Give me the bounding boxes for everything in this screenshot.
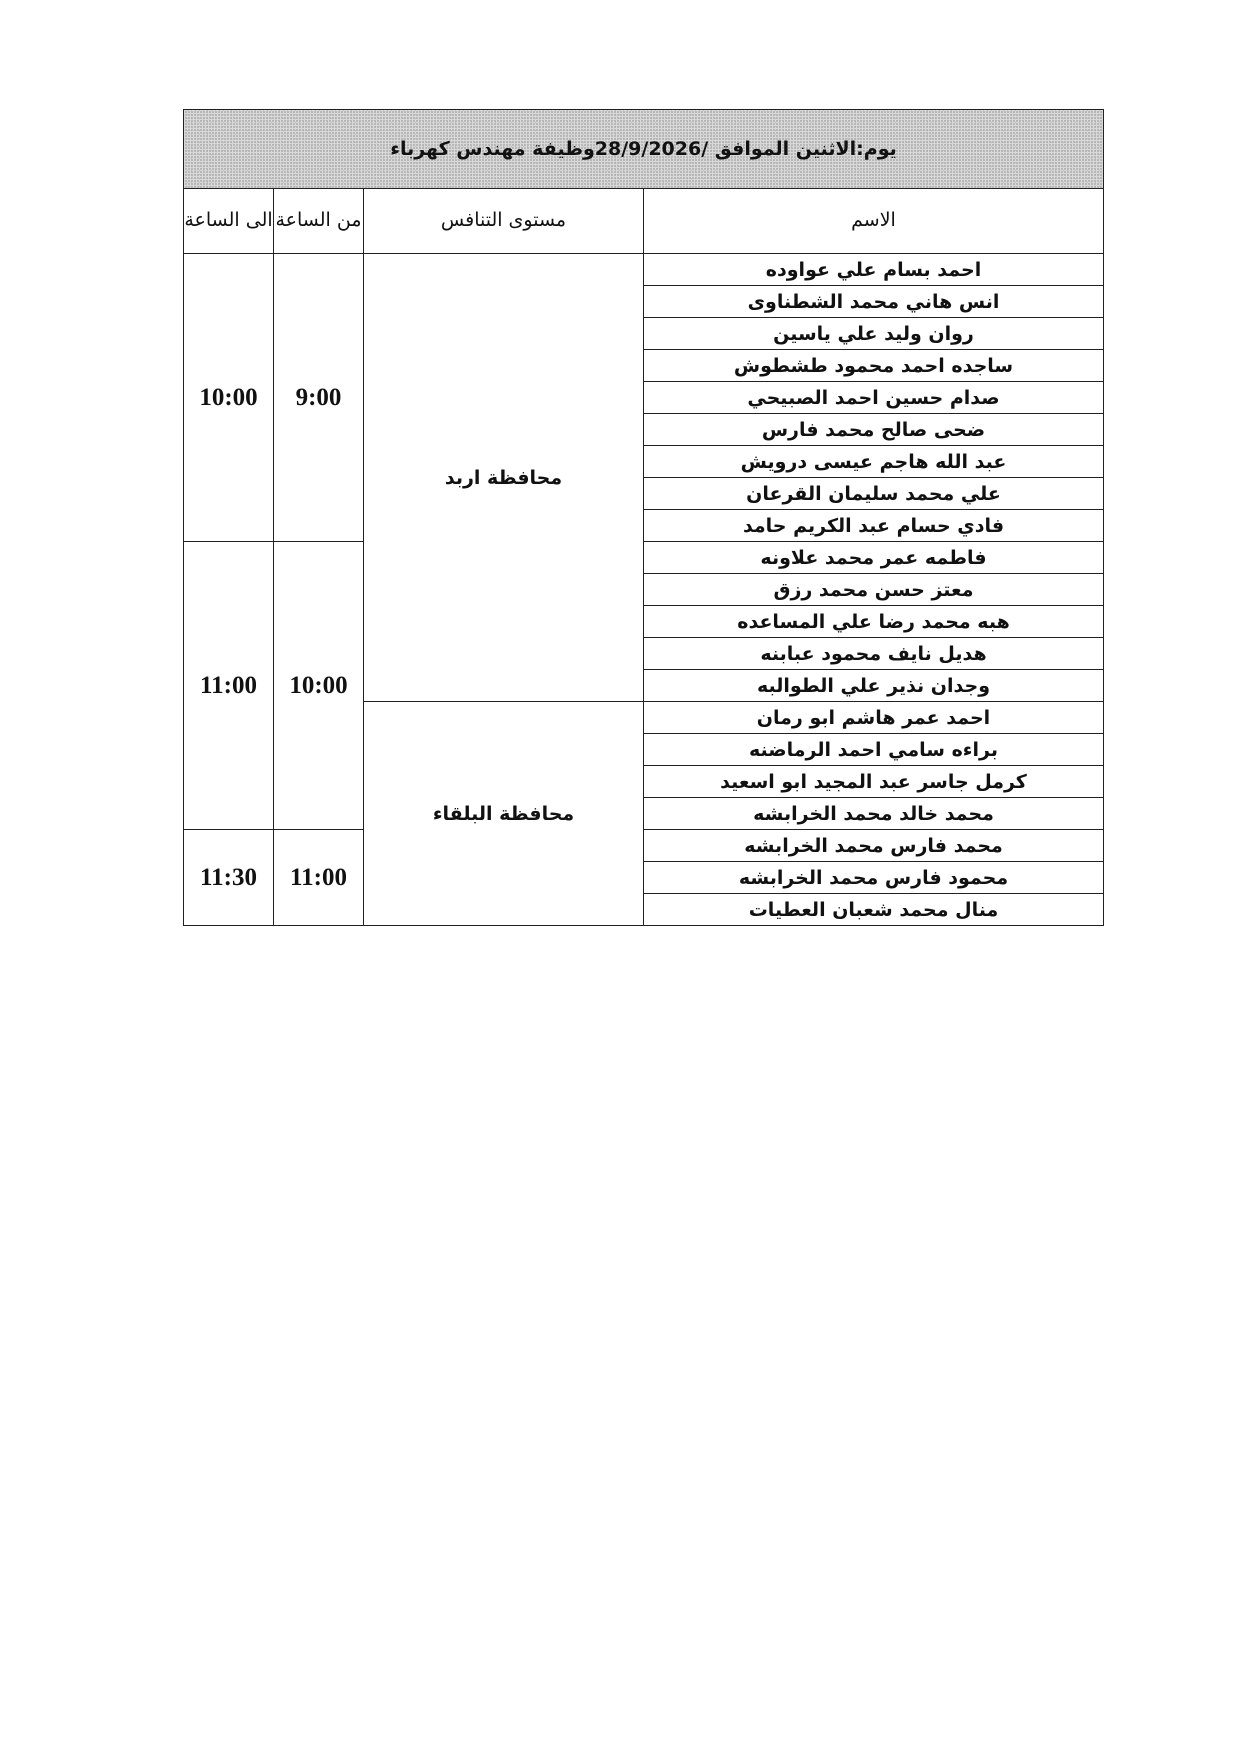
name-cell: ساجده احمد محمود طشطوش (644, 350, 1104, 382)
header-from-time: من الساعة (274, 189, 364, 254)
schedule-title: يوم:الاثنين الموافق /28/9/2026وظيفة مهندس كهرباء (184, 110, 1104, 189)
name-cell: فاطمه عمر محمد علاونه (644, 542, 1104, 574)
header-name: الاسم (644, 189, 1104, 254)
name-cell: محمد فارس محمد الخرابشه (644, 830, 1104, 862)
name-cell: هديل نايف محمود عبابنه (644, 638, 1104, 670)
level-cell: محافظة البلقاء (364, 702, 644, 926)
name-cell: كرمل جاسر عبد المجيد ابو اسعيد (644, 766, 1104, 798)
name-cell: احمد بسام علي عواوده (644, 254, 1104, 286)
name-cell: عبد الله هاجم عيسى درويش (644, 446, 1104, 478)
name-cell: احمد عمر هاشم ابو رمان (644, 702, 1104, 734)
name-cell: منال محمد شعبان العطيات (644, 894, 1104, 926)
name-cell: براءه سامي احمد الرماضنه (644, 734, 1104, 766)
name-cell: ضحى صالح محمد فارس (644, 414, 1104, 446)
name-cell: وجدان نذير علي الطوالبه (644, 670, 1104, 702)
schedule-table (183, 109, 1104, 926)
title-row (184, 110, 1104, 189)
table-row (184, 542, 1104, 574)
name-cell: محمود فارس محمد الخرابشه (644, 862, 1104, 894)
name-cell: صدام حسين احمد الصبيحي (644, 382, 1104, 414)
from-time-cell: 11:00 (274, 830, 364, 926)
level-cell: محافظة اربد (364, 254, 644, 702)
from-time-cell: 9:00 (274, 254, 364, 542)
header-row (184, 189, 1104, 254)
name-cell: محمد خالد محمد الخرابشه (644, 798, 1104, 830)
name-cell: انس هاني محمد الشطناوى (644, 286, 1104, 318)
to-time-cell: 10:00 (184, 254, 274, 542)
table-row (184, 254, 1104, 286)
table-row (184, 830, 1104, 862)
name-cell: علي محمد سليمان القرعان (644, 478, 1104, 510)
header-level: مستوى التنافس (364, 189, 644, 254)
from-time-cell: 10:00 (274, 542, 364, 830)
name-cell: معتز حسن محمد رزق (644, 574, 1104, 606)
header-to-time: الى الساعة (184, 189, 274, 254)
name-cell: روان وليد علي ياسين (644, 318, 1104, 350)
name-cell: فادي حسام عبد الكريم حامد (644, 510, 1104, 542)
to-time-cell: 11:30 (184, 830, 274, 926)
to-time-cell: 11:00 (184, 542, 274, 830)
name-cell: هبه محمد رضا علي المساعده (644, 606, 1104, 638)
